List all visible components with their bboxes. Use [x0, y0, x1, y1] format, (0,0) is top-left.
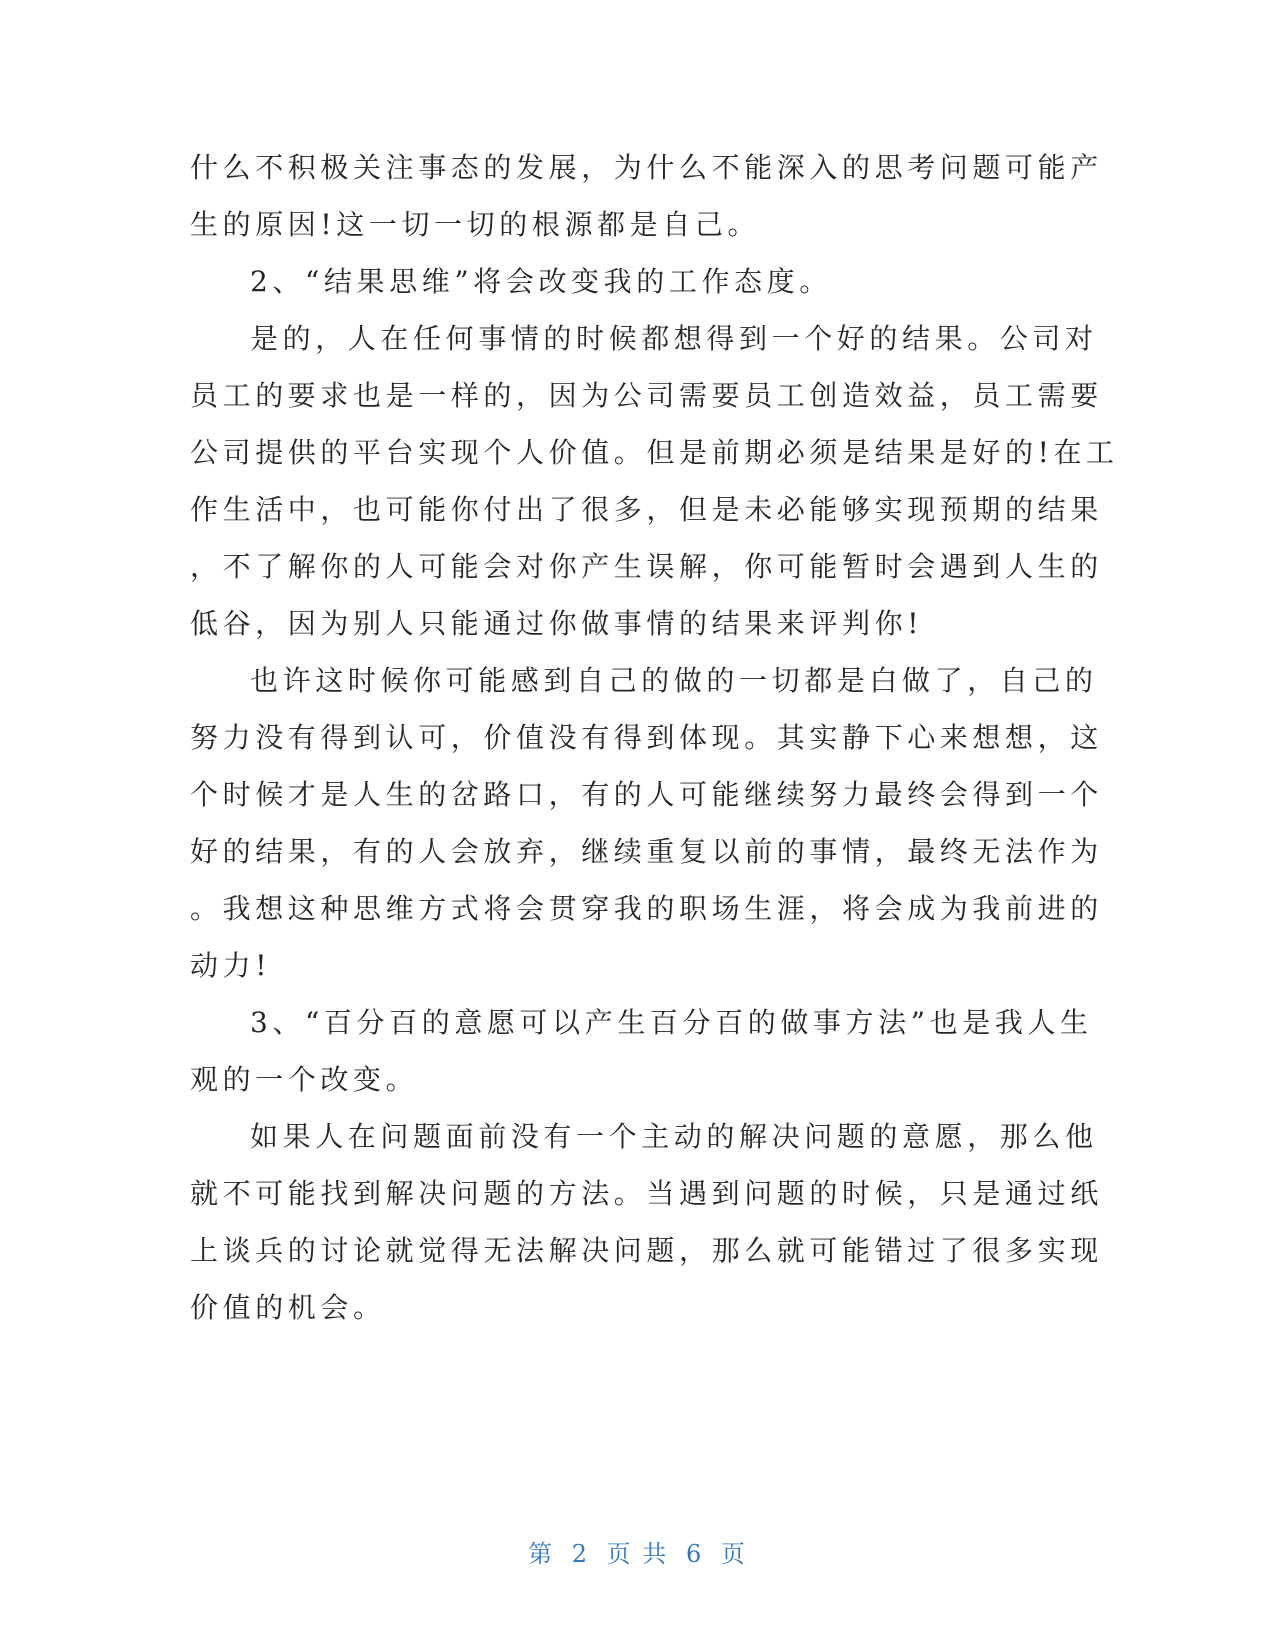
body-text-line: 观的一个改变。: [190, 1063, 419, 1096]
section-heading-2: 2、“结果思维”将会改变我的工作态度。: [250, 265, 832, 298]
footer-current-page: 2: [571, 1540, 590, 1568]
footer-suffix: 页: [720, 1540, 747, 1568]
body-text-line: 如果人在问题面前没有一个主动的解决问题的意愿，那么他: [250, 1120, 1098, 1153]
body-text-line: 。我想这种思维方式将会贯穿我的职场生涯，将会成为我前进的: [190, 892, 1103, 925]
body-text-line: 生的原因!这一切一切的根源都是自己。: [190, 208, 761, 241]
body-text-line: 就不可能找到解决问题的方法。当遇到问题的时候，只是通过纸: [190, 1177, 1103, 1210]
footer-total-pages: 6: [685, 1540, 704, 1568]
body-text-line: 公司提供的平台实现个人价值。但是前期必须是结果是好的!在工: [190, 436, 1119, 469]
body-text-line: 员工的要求也是一样的，因为公司需要员工创造效益，员工需要: [190, 379, 1103, 412]
body-text-line: 个时候才是人生的岔路口，有的人可能继续努力最终会得到一个: [190, 778, 1103, 811]
body-text-line: 什么不积极关注事态的发展，为什么不能深入的思考问题可能产: [190, 151, 1103, 184]
body-text-line: ，不了解你的人可能会对你产生误解，你可能暂时会遇到人生的: [190, 550, 1103, 583]
body-text-line: 是的，人在任何事情的时候都想得到一个好的结果。公司对: [250, 322, 1098, 355]
body-text-line: 好的结果，有的人会放弃，继续重复以前的事情，最终无法作为: [190, 835, 1103, 868]
body-text-line: 低谷，因为别人只能通过你做事情的结果来评判你!: [190, 607, 924, 640]
body-text-line: 努力没有得到认可，价值没有得到体现。其实静下心来想想，这: [190, 721, 1103, 754]
body-text-line: 价值的机会。: [190, 1291, 386, 1324]
page-footer: [0, 1538, 1275, 1570]
footer-prefix: 第: [528, 1540, 555, 1568]
body-text-line: 上谈兵的讨论就觉得无法解决问题，那么就可能错过了很多实现: [190, 1234, 1103, 1267]
footer-middle: 页 共: [606, 1540, 669, 1568]
body-text-line: 动力!: [190, 949, 272, 982]
section-heading-3: 3、“百分百的意愿可以产生百分百的做事方法”也是我人生: [250, 1006, 1093, 1039]
body-text-line: 也许这时候你可能感到自己的做的一切都是白做了，自己的: [250, 664, 1098, 697]
body-text-line: 作生活中，也可能你付出了很多，但是未必能够实现预期的结果: [190, 493, 1103, 526]
